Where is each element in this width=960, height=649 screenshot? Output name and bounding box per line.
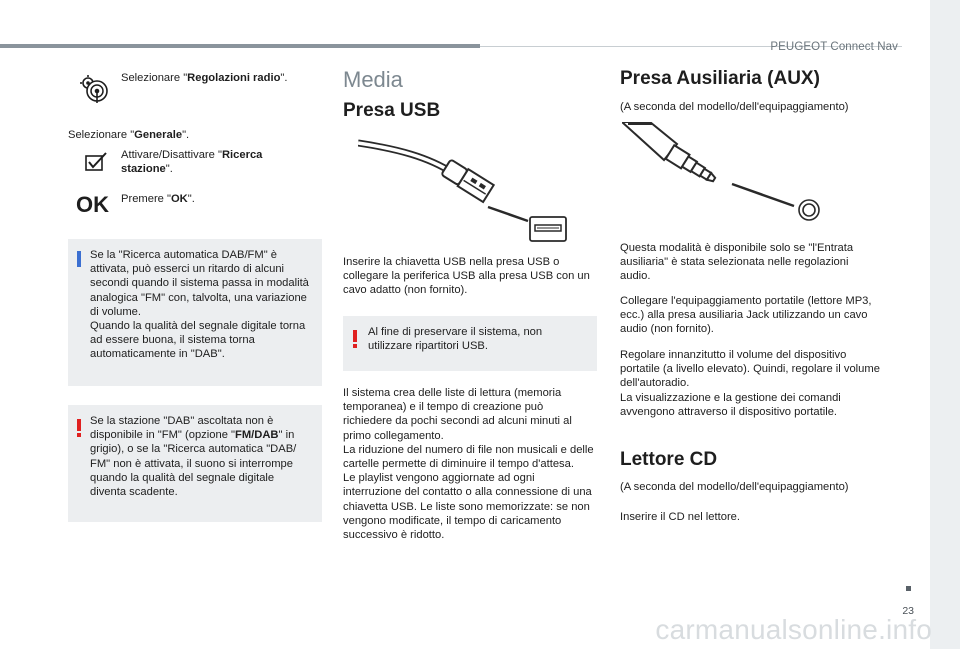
info-text-2: Quando la qualità del segnale digitale torna ad essere buona, il sistema torna automaticamente in "DAB". xyxy=(90,320,306,361)
header-rule-dark xyxy=(0,44,480,48)
page-side-strip xyxy=(930,0,960,649)
cd-model-note: (A seconda del modello/dell'equipaggiamento) xyxy=(620,481,849,493)
usb-text-insert: Inserire la chiavetta USB nella presa USB o collegare la periferica USB alla presa USB con un cavo adatto (non fornito). xyxy=(343,256,590,297)
warning-box-dab xyxy=(68,405,322,522)
warning-icon xyxy=(353,330,357,346)
ok-icon: OK xyxy=(76,192,109,217)
usb-plug-illustration xyxy=(358,135,573,245)
warning-icon xyxy=(77,419,81,435)
aux-text-connect: Collegare l'equipaggiamento portatile (lettore MP3, ecc.) alla presa ausiliaria Jack utilizzando un cavo audio (non fornito). xyxy=(620,295,872,336)
info-icon xyxy=(77,251,81,267)
step-press-ok: Premere "OK". xyxy=(121,193,195,205)
section-title-media: Media xyxy=(343,67,403,92)
brand-title: PEUGEOT Connect Nav xyxy=(770,41,898,53)
checkbox-toggle-icon xyxy=(80,150,116,180)
warning-box-usb xyxy=(343,316,597,371)
step-select-radio-settings: Selezionare "Regolazioni radio". xyxy=(121,72,288,84)
section-title-aux: Presa Ausiliaria (AUX) xyxy=(620,68,820,89)
step-select-general: Selezionare "Generale". xyxy=(68,129,190,141)
usb-text-playlists: Il sistema crea delle liste di lettura (memoria temporanea) e il tempo di creazione può richiedere da pochi secondi ad alcuni minuti al primo collegamento. La riduzione del numero di file non musicali e delle cartelle permette di diminuire il tempo d'attesa. Le playlist vengono aggiornate ad ogni interruzione del contatto o alla connessione di una chiavetta USB. Le liste sono memorizzate: se non vengono modificate, il tempo di caricamento successivo è ridotto. xyxy=(343,387,594,542)
jack-plug-illustration xyxy=(622,122,827,222)
page-end-marker xyxy=(906,586,911,591)
watermark-text: carmanualsonline.info xyxy=(655,614,932,645)
warning-text-usb: Al fine di preservare il sistema, non utilizzare ripartitori USB. xyxy=(368,326,543,353)
step-toggle-station-search: Attivare/Disattivare "Ricerca stazione". xyxy=(121,149,263,176)
subsection-title-usb: Presa USB xyxy=(343,100,441,121)
info-box-dab-fm xyxy=(68,239,322,386)
aux-text-volume: Regolare innanzitutto il volume del dispositivo portatile (a livello elevato). Quindi, regolare il volume dell'autoradio. La visualizzazione e la gestione dei comandi avvengono attraverso il dispositivo portatile. xyxy=(620,349,880,418)
radio-settings-icon xyxy=(78,73,114,103)
aux-model-note: (A seconda del modello/dell'equipaggiamento) xyxy=(620,101,849,113)
warning-text: Se la stazione "DAB" ascoltata non è disponibile in "FM" (opzione "FM/DAB" in grigio), o se la "Ricerca automatica "DAB/ FM" non è attivata, il suono si interrompe quando la qualità del segnale digitale diventa scadente. xyxy=(90,415,297,499)
section-title-cd: Lettore CD xyxy=(620,449,718,470)
cd-text-insert: Inserire il CD nel lettore. xyxy=(620,511,740,523)
info-text-1: Se la "Ricerca automatica DAB/FM" è attivata, può esserci un ritardo di alcuni secondi quando il sistema passa in modalità analogica "FM" con, talvolta, una variazione di volume. xyxy=(90,249,309,318)
aux-text-mode: Questa modalità è disponibile solo se "l'Entrata ausiliaria" è stata selezionata nelle regolazioni audio. xyxy=(620,242,854,283)
page-number: 23 xyxy=(902,605,914,617)
